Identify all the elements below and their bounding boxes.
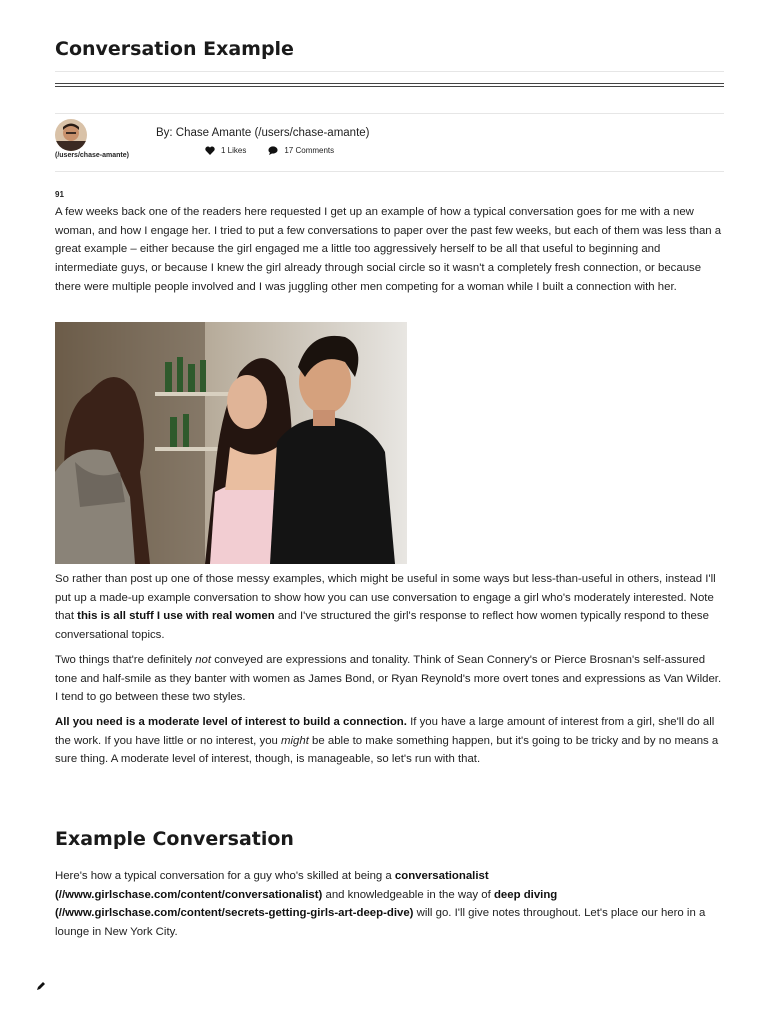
divider (55, 71, 724, 72)
paragraph-moderate-interest: All you need is a moderate level of interest to build a connection. If you have a large amount of interest from a girl, she'll do all the work. If you have little or no interest, you might be able to make something happen, but it's going to be tricky and by no means a sure thing. A moderate level of interest, though, is manageable, so let's run with that. (55, 716, 719, 766)
divider (55, 171, 724, 172)
speech-bubble-icon[interactable] (268, 146, 278, 155)
conversationalist-link[interactable]: conversationalist (//www.girlschase.com/content/conversationalist) (55, 870, 489, 901)
article-photo (55, 322, 407, 564)
likes-count[interactable]: 1 Likes (221, 146, 247, 156)
heart-icon[interactable] (205, 146, 215, 155)
paragraph-made-up-example: So rather than post up one of those messy examples, which might be useful in some ways but less-than-useful in others, instead I'll put up a made-up example conversation to show how you can use conversation to engage a girl who's moderately interested. Note that this is all stuff I use with real women and I've structured the girl's response to reflect how women typically respond to these conversational topics. (55, 573, 716, 642)
deep-diving-link[interactable]: deep diving (//www.girlschase.com/content/secrets-getting-girls-art-deep-dive) (55, 888, 558, 920)
pencil-icon (36, 978, 46, 996)
double-divider (55, 83, 724, 87)
page-title: Conversation Example (55, 38, 294, 60)
article-number: 91 (55, 190, 64, 199)
author-avatar[interactable] (55, 119, 87, 151)
article-stats (205, 146, 334, 155)
paragraph-intro: A few weeks back one of the readers here requested I get up an example of how a typical conversation goes for me with a new woman, and how I engage her. I tried to put a few conversations to paper over the past few weeks, but each of them was less than a great example – either because the girl engaged me a little too aggressively herself to be all that useful to beginning and intermediate guys, or because I knew the girl already through social circle so it wasn't a completely fresh connection, or because there were multiple people involved and I was juggling other men competing for a woman while I built a connection with her. (55, 206, 722, 293)
comments-count[interactable]: 17 Comments (284, 146, 335, 156)
divider (55, 113, 724, 114)
section-heading: Example Conversation (55, 828, 294, 850)
author-avatar-link[interactable]: (/users/chase-amante) (55, 152, 129, 159)
paragraph-example-intro: Here's how a typical conversation for a guy who's skilled at being a conversationalist (//www.girlschase.com/content/conversationalist) and knowledgeable in the way of deep diving (//www.girlschase.com/content/secrets-getting-girls-art-deep-dive) will go. I'll give notes throughout. Let's place our hero in a lounge in New York City. (55, 870, 706, 939)
paragraph-expressions: Two things that're definitely not conveyed are expressions and tonality. Think of Sean Connery's or Pierce Brosnan's self-assured tone and half-smile as they banter with women as James Bond, or Ryan Reynold's more overt tones and expressions as Van Wilder. I tend to go between these two styles. (55, 654, 722, 704)
author-byline[interactable]: By: Chase Amante (/users/chase-amante) (156, 127, 370, 139)
